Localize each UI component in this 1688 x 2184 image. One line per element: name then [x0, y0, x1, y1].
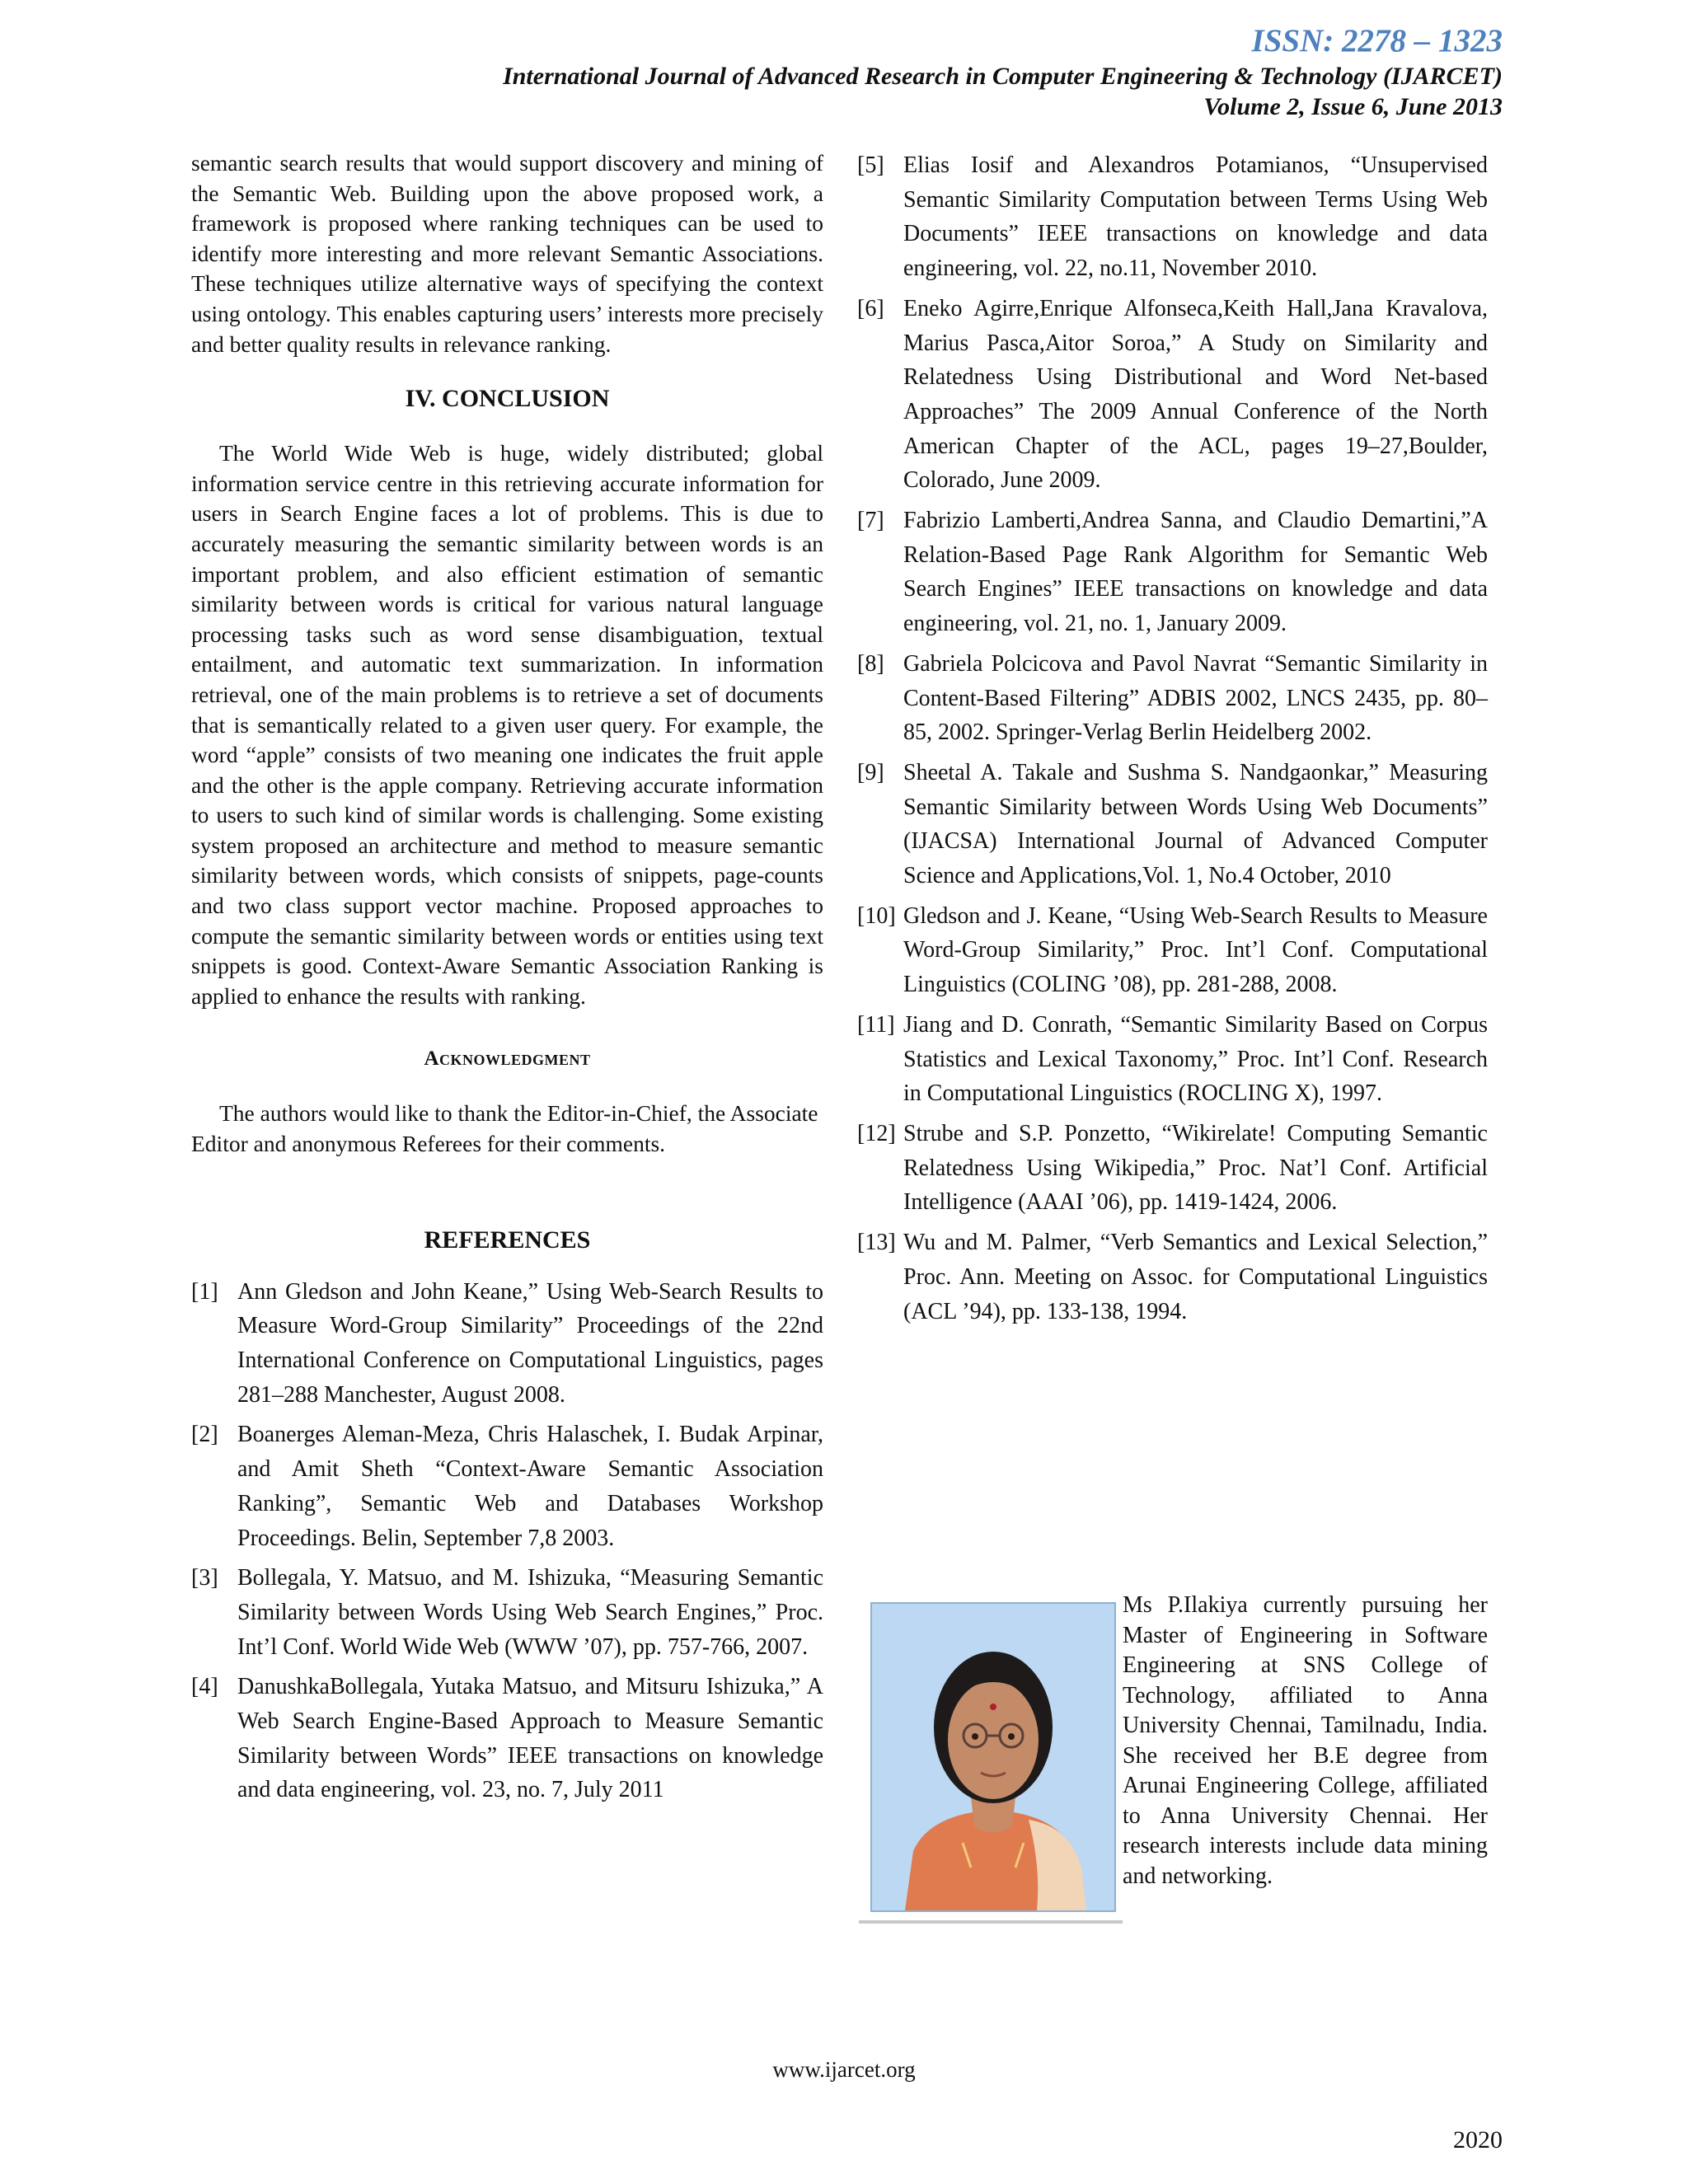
reference-text: Sheetal A. Takale and Sushma S. Nandgaonkar,” Measuring Semantic Similarity between Words Using Web Documents” (IJACSA) International Journal of Advanced Computer Science and Applications,Vol. 1, No.4 October, 2010 [903, 759, 1488, 889]
reference-text: Fabrizio Lamberti,Andrea Sanna, and Claudio Demartini,”A Relation-Based Page Rank Algorithm for Semantic Web Search Engines” IEEE transactions on knowledge and data engineering, vol. 21, no. 1, January 2009. [903, 508, 1488, 637]
photo-shadow [859, 1920, 1123, 1924]
reference-number: [1] [191, 1278, 218, 1305]
reference-text: Wu and M. Palmer, “Verb Semantics and Lexical Selection,” Proc. Ann. Meeting on Assoc. for Computational Linguistics (ACL ’94), pp. 133-138, 1994. [903, 1230, 1488, 1324]
reference-item [857, 148, 1488, 286]
intro-paragraph: semantic search results that would support discovery and mining of the Semantic Web. Building upon the above proposed work, a framework is proposed where ranking techniques can be used to identify more interesting and more relevant Semantic Associations. These techniques utilize alternative ways of specifying the context using ontology. This enables capturing users’ interests more precisely and better quality results in relevance ranking. [191, 150, 823, 357]
issn: ISSN: 2278 – 1323 [1251, 23, 1503, 59]
author-bio [857, 1591, 1488, 1937]
reference-item [857, 1008, 1488, 1111]
reference-item [857, 647, 1488, 750]
references-list-left [191, 1275, 823, 1808]
left-column [191, 148, 823, 1813]
bio-text: Ms P.Ilakiya currently pursuing her Master of Engineering in Software Engineering at SNS College of Technology, affiliated to Anna University Chennai, Tamilnadu, India. She received her B.E degree from Arunai Engineering College, affiliated to Anna University Chennai. Her research interests include data mining and networking. [1123, 1592, 1488, 1889]
conclusion-paragraph: The World Wide Web is huge, widely distributed; global information service centre in this retrieving accurate information for users in Search Engine faces a lot of problems. This is due to accurately measuring the semantic similarity between words is an important problem, and also efficient estimation of semantic similarity between words is critical for various natural language processing tasks such as word sense disambiguation, textual entailment, and automatic text summarization. In information retrieval, one of the main problems is to retrieve a set of documents that is semantically related to a given user query. For example, the word “apple” consists of two meaning one indicates the fruit apple and the other is the apple company. Retrieving accurate information to users to such kind of similar words is challenging. Some existing system proposed an architecture and method to measure semantic similarity between words, which consists of snippets, page-counts and two class support vector machine. Proposed approaches to compute the semantic similarity between words or entities using text snippets is good. Context-Aware Semantic Association Ranking is applied to enhance the results with ranking. [191, 440, 823, 1009]
reference-item [191, 1275, 823, 1413]
right-column [857, 148, 1488, 1334]
reference-text: DanushkaBollegala, Yutaka Matsuo, and Mitsuru Ishizuka,” A Web Search Engine-Based Approach to Measure Semantic Similarity between Words” IEEE transactions on knowledge and data engineering, vol. 23, no. 7, July 2011 [237, 1674, 823, 1803]
reference-text: Strube and S.P. Ponzetto, “Wikirelate! Computing Semantic Relatedness Using Wikipedia,” Proc. Nat’l Conf. Artificial Intelligence (AAAI ’06), pp. 1419-1424, 2006. [903, 1120, 1488, 1216]
reference-number: [5] [857, 152, 884, 178]
author-portrait-image [872, 1604, 1114, 1910]
reference-number: [4] [191, 1674, 218, 1700]
reference-item [857, 292, 1488, 498]
reference-text: Gledson and J. Keane, “Using Web-Search Results to Measure Word-Group Similarity,” Proc. Int’l Conf. Computational Linguistics (COLING ’08), pp. 281-288, 2008. [903, 902, 1488, 998]
reference-text: Ann Gledson and John Keane,” Using Web-Search Results to Measure Word-Group Similarity” Proceedings of the 22nd International Conference on Computational Linguistics, pages 281–288 Manchester, August 2008. [237, 1278, 823, 1408]
reference-number: [7] [857, 508, 884, 534]
reference-number: [2] [191, 1422, 218, 1448]
reference-number: [3] [191, 1565, 218, 1591]
reference-number: [9] [857, 759, 884, 785]
conclusion-heading: IV. CONCLUSION [405, 385, 610, 413]
reference-text: Elias Iosif and Alexandros Potamianos, “Unsupervised Semantic Similarity Computation between Terms Using Web Documents” IEEE transactions on knowledge and data engineering, vol. 22, no.11, November 2010. [903, 152, 1488, 282]
author-photo [870, 1602, 1116, 1912]
reference-item [857, 899, 1488, 1002]
journal-volume: Volume 2, Issue 6, June 2013 [1203, 93, 1503, 120]
reference-text: Boanerges Aleman-Meza, Chris Halaschek, I. Budak Arpinar, and Amit Sheth “Context-Aware Semantic Association Ranking”, Semantic Web and Databases Workshop Proceedings. Belin, September 7,8 2003. [237, 1422, 823, 1551]
reference-item [857, 1117, 1488, 1220]
reference-text: Eneko Agirre,Enrique Alfonseca,Keith Hall,Jana Kravalova, Marius Pasca,Aitor Soroa,” A Study on Similarity and Relatedness Using Distributional and Word Net-based Approaches” The 2009 Annual Conference of the North American Chapter of the ACL, pages 19–27,Boulder, Colorado, June 2009. [903, 295, 1488, 494]
footer-url: www.ijarcet.org [772, 2057, 916, 2082]
acknowledgment-paragraph: The authors would like to thank the Editor-in-Chief, the Associate Editor and anonymous Referees for their comments. [191, 1100, 818, 1157]
reference-item [857, 756, 1488, 893]
reference-item [191, 1561, 823, 1664]
reference-item [857, 1226, 1488, 1329]
journal-title: International Journal of Advanced Research in Computer Engineering & Technology (IJARCET) [503, 63, 1503, 90]
journal-header [503, 21, 1503, 122]
references-list-right [857, 148, 1488, 1329]
page-number: 2020 [1453, 2126, 1503, 2154]
reference-number: [12] [857, 1120, 896, 1146]
reference-number: [10] [857, 902, 896, 929]
reference-number: [11] [857, 1011, 895, 1038]
acknowledgment-heading: Acknowledgment [424, 1047, 591, 1071]
reference-number: [6] [857, 295, 884, 321]
references-heading: REFERENCES [424, 1226, 591, 1254]
reference-number: [13] [857, 1230, 896, 1256]
reference-item [191, 1418, 823, 1555]
reference-item [191, 1670, 823, 1807]
reference-number: [8] [857, 650, 884, 677]
reference-text: Jiang and D. Conrath, “Semantic Similarity Based on Corpus Statistics and Lexical Taxonomy,” Proc. Int’l Conf. Research in Computational Linguistics (ROCLING X), 1997. [903, 1011, 1488, 1107]
reference-item [857, 504, 1488, 641]
reference-text: Gabriela Polcicova and Pavol Navrat “Semantic Similarity in Content-Based Filtering” ADBIS 2002, LNCS 2435, pp. 80–85, 2002. Springer-Verlag Berlin Heidelberg 2002. [903, 650, 1488, 746]
reference-text: Bollegala, Y. Matsuo, and M. Ishizuka, “Measuring Semantic Similarity between Words Using Web Search Engines,” Proc. Int’l Conf. World Wide Web (WWW ’07), pp. 757-766, 2007. [237, 1565, 823, 1660]
